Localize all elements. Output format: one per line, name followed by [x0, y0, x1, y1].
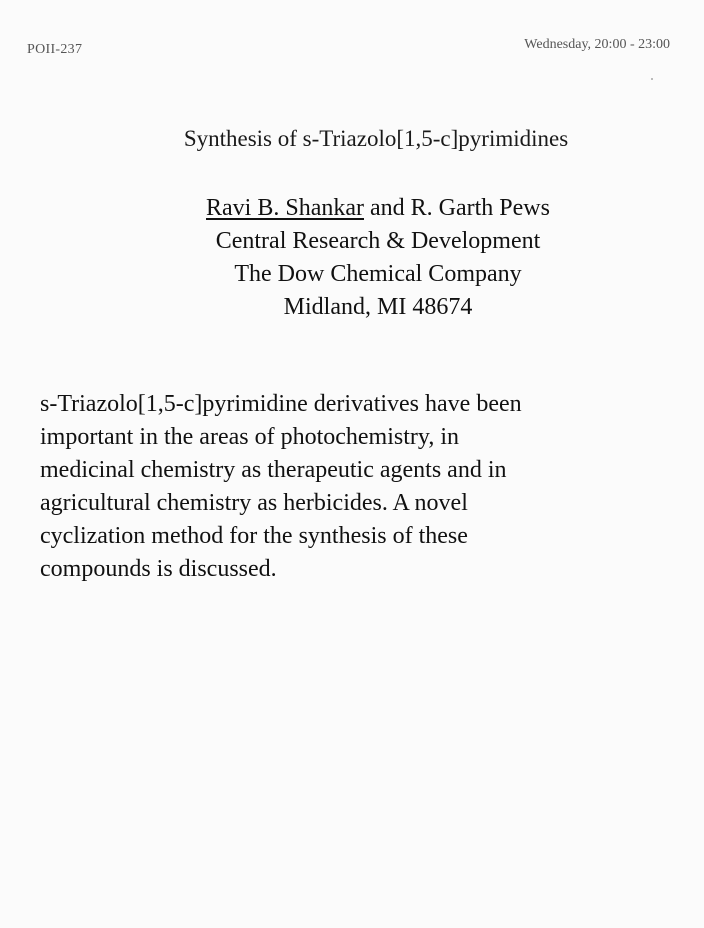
abstract-line: agricultural chemistry as herbicides. A novel	[40, 490, 468, 516]
scan-speck	[651, 78, 653, 80]
abstract-line: important in the areas of photochemistry, in	[40, 424, 460, 450]
abstract-line: medicinal chemistry as therapeutic agents and in	[40, 457, 507, 483]
co-author: R. Garth Pews	[410, 195, 550, 221]
abstract-line: compounds is discussed.	[40, 556, 277, 582]
abstract-line: cyclization method for the synthesis of these	[40, 523, 468, 549]
abstract-body	[40, 388, 690, 586]
author-connector: and	[364, 195, 411, 221]
session-time: Wednesday, 20:00 - 23:00	[524, 37, 670, 52]
author-line	[52, 192, 704, 225]
author-block	[0, 192, 704, 324]
abstract-title: Synthesis of s-Triazolo[1,5-c]pyrimidines	[183, 126, 569, 151]
presenting-author: Ravi B. Shankar	[206, 195, 364, 221]
abstract-line: s-Triazolo[1,5-c]pyrimidine derivatives have been	[40, 391, 522, 417]
poster-code: POII-237	[27, 42, 83, 57]
affiliation-company: The Dow Chemical Company	[234, 261, 522, 287]
affiliation-department: Central Research & Development	[215, 228, 541, 254]
affiliation-location: Midland, MI 48674	[283, 294, 473, 320]
